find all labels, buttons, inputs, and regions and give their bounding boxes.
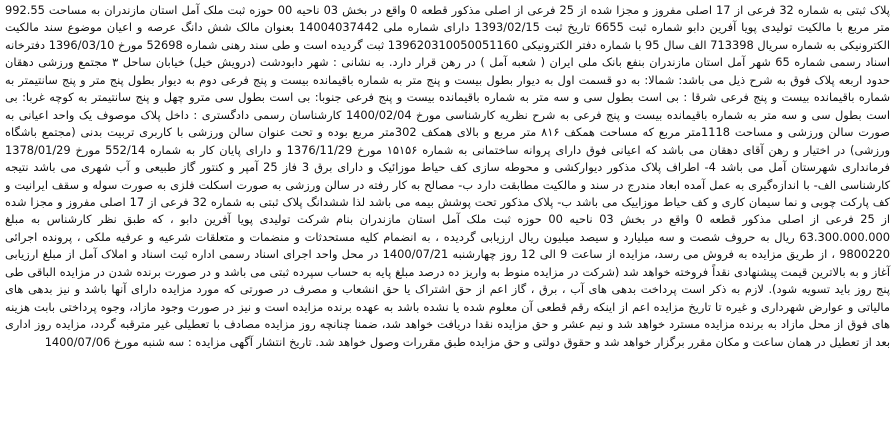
notice-body-text: پلاک ثبتی به شماره 32 فرعی از 17 اصلی مفروز و مجزا شده از 25 فرعی از اصلی مذکور قطعه 0 واقع در بخش 03 ناحیه 00 حوزه ثبت ملک آمل استان مازندران به مساحت 992.55 متر مربع با مالکیت تولیدی پویا آفرین دابو شماره ثبت 6655 تاریخ ثبت 1393/02/15 دارای شماره ملی 14004037442 بعنوان مالک شش دانگ عرصه و اعیان موضوع سند مالکیت الکترونیکی به شماره سریال 713398 الف سال 95 با شماره دفتر الکترونیکی 139620310050051160 ثبت گردیده است و طی سند رهنی شماره 52698 مورخ 1396/03/10 دفترخانه اسناد رسمی شماره 65 شهر آمل استان مازندران بنفع بانک ملی ایران ( شعبه آمل ) در رهن قرار دارد. به نشانی : شهر دابودشت (درویش خیل) خیابان ساحل ۳ مجتمع ورزشی دهقان حدود اربعه پلاک فوق به شرح ذیل می باشد: شمالا: به دو قسمت اول به دیوار بطول بیست و پنج متر به شماره باقیمانده بیست و پنج فرعی دوم به دیوار بطول پنج متر و پنج سانتیمتر به شماره باقیمانده بیست و پنج فرعی شرقا : بی است بطول سی و سه متر به شماره باقیمانده بیست و پنج فرعی جنوبا: بی است بطول سی مترو چهل و پنج سانتیمتر به کوچه غربا: بی است بطول سی و سه متر به شماره باقیمانده بیست و پنج فرعی به شرح نظریه کارشناسی مورخ 1400/02/04 کارشناسان رسمی دادگستری : داخل پلاک موصوف یک واحد اعیانی به صورت سالن ورزشی و مساحت 1118متر مربع که مساحت همکف ۸۱۶ متر مربع و بالای همکف 302متر مربع بوده و تحت عنوان سالن ورزشی با کاربری تربیت بدنی (مجتمع باشگاه ورزشی) در اختیار و رهن آقای دهقان می باشد که اعیانی فوق دارای پروانه ساختمانی به شماره ۱۵۱۵۶ مورخ 1376/11/29 و دارای پایان کار به شماره 552/14 مورخ 1378/01/29 فرمانداری شهرستان آمل می باشد 4- اطراف پلاک مذکور دیوارکشی و محوطه سازی کف حیاط موزائیک و دارای برق 3 فاز 25 آمپر و کنتور گاز طبیعی و آب شهری می باشد نتیجه کارشناسی الف- با اندازه‌گیری به عمل آمده ابعاد مندرج در سند و مالکیت مطابقت دارد ب- مصالح به کار رفته در سالن ورزشی به صورت اسکلت فلزی به صورت سوله و سقف ایرانیت و کف پارکت چوبی و نما سیمان کاری و کف حیاط موزاییک می باشد ب- پلاک مذکور تحت پوشش بیمه می باشد لذا ششدانگ پلاک ثبتی به شماره 32 فرعی از 17 اصلی مفروز و مجزا شده از 25 فرعی از اصلی مذکور قطعه 0 واقع در بخش 03 ناحیه 00 حوزه ثبت ملک آمل استان مازندران بنام شرکت تولیدی پویا آفرین دابو ، که طبق نظر کارشناس به مبلغ 63.300.000.000 ریال به حروف شصت و سه میلیارد و سیصد میلیون ریال ارزیابی گردیده ، به انضمام کلیه مستحدثات و منضمات و متعلقات شرعیه و عرفیه ملکی ، پرونده اجرائی 9800220 ، از طریق مزایده به فروش می رسد، مزایده از ساعت 9 الی 12 روز چهارشنبه 1400/07/21 در محل واحد اجرای اسناد رسمی اداره ثبت اسناد و املاک آمل از مبلغ ارزیابی آغاز و به بالاترین قیمت پیشنهادی نقداً فروخته خواهد شد (شرکت در مزایده منوط به واریز ده درصد مبلغ پایه به حساب سپرده ثبتی می باشد و در صورت برنده شدن در مزایده الباقی طی پنج روز باید تسویه شود). لازم به ذکر است پرداخت بدهی های آب ، برق ، گاز اعم از حق اشتراک یا حق انشعاب و مصرف در صورتی که مورد مزایده دارای آنها باشد و نیز بدهی های مالیاتی و عوارض شهرداری و غیره تا تاریخ مزایده اعم از اینکه رقم قطعی آن معلوم شده یا نشده باشد به عهده برنده مزایده است و نیز در صورت وجود مازاد، وجوه پرداختی بابت هزینه های فوق از محل مازاد به برنده مزایده مسترد خواهد شد و نیم عشر و حق مزایده نقدا دریافت خواهد شد، ضمنا چنانچه روز مزایده مصادف با تعطیلی غیر مترقبه گردد، مزایده روز اداری بعد از تعطیل در همان ساعت و مکان مقرر برگزار خواهد شد و حقوق دولتی و حق مزایده طبق مقررات وصول خواهد شد. تاریخ انتشار آگهی مزایده : سه شنبه مورخ 1400/07/06 xyxy=(5,3,891,349)
